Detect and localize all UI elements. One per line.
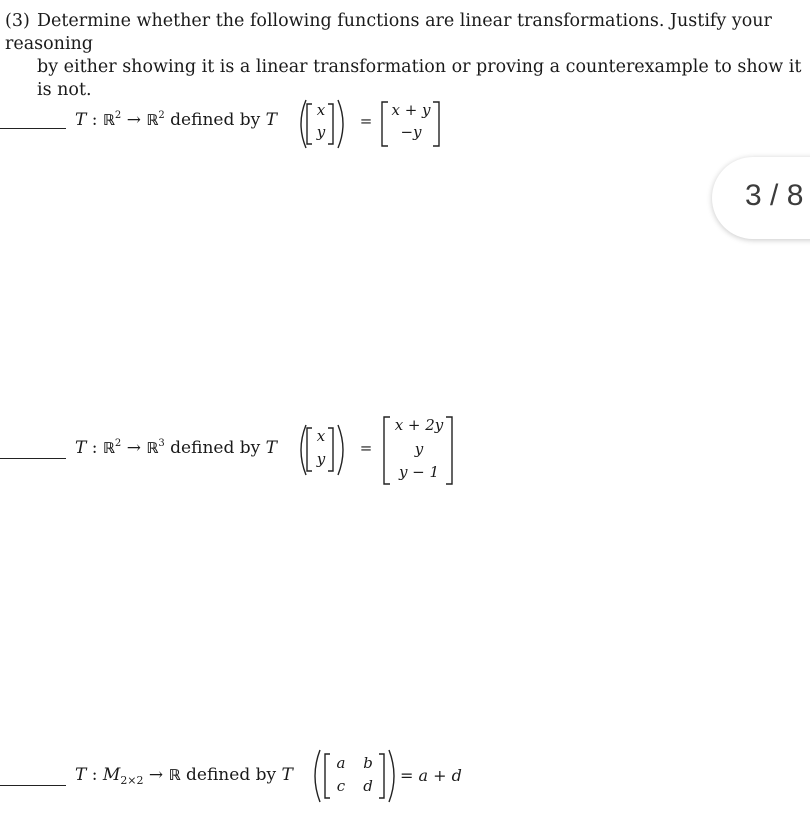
input-entry: x [316, 101, 326, 119]
output-entry: −y [400, 123, 422, 141]
equals-sign: = [359, 439, 373, 457]
input-entry: y [316, 123, 326, 141]
prompt-line-1: Determine whether the following functions are linear transformations. Justify your reasoning [5, 11, 772, 54]
output-entry: x + y [391, 101, 431, 119]
matrix-entry: d [363, 777, 373, 795]
matrix-entry: c [336, 777, 346, 795]
map-definition-2: T : ℝ$^2$ → ℝ$^3$ defined by T [75, 438, 277, 458]
problem-prompt [5, 10, 805, 102]
matrix-entry: b [363, 754, 373, 772]
equals-sign: = [359, 112, 373, 130]
answer-blank-1[interactable] [0, 128, 66, 129]
prompt-line-2: by either showing it is a linear transformation or proving a counterexample to show it is not. [37, 57, 802, 100]
output-entry: y − 1 [398, 463, 440, 481]
answer-blank-2[interactable] [0, 458, 66, 459]
input-entry: y [316, 450, 326, 468]
problem-number: (3) [5, 11, 30, 31]
matrix-entry: a [336, 754, 346, 772]
input-entry: x [316, 427, 326, 445]
answer-blank-3[interactable] [0, 785, 66, 786]
result-expression: = a + d [400, 766, 462, 785]
equation-3 [310, 748, 480, 804]
output-entry: y [414, 440, 424, 458]
map-definition-3: T : $M_{2\times 2}$ → ℝ defined by T [75, 765, 293, 787]
map-definition-1: T : ℝ$^2$ → ℝ$^2$ defined by T [75, 110, 277, 130]
page-indicator-text: 3 / 8 [745, 179, 804, 212]
output-entry: x + 2y [394, 416, 444, 434]
equation-1 [296, 98, 456, 150]
page-indicator [712, 157, 810, 239]
equation-2 [296, 414, 461, 488]
